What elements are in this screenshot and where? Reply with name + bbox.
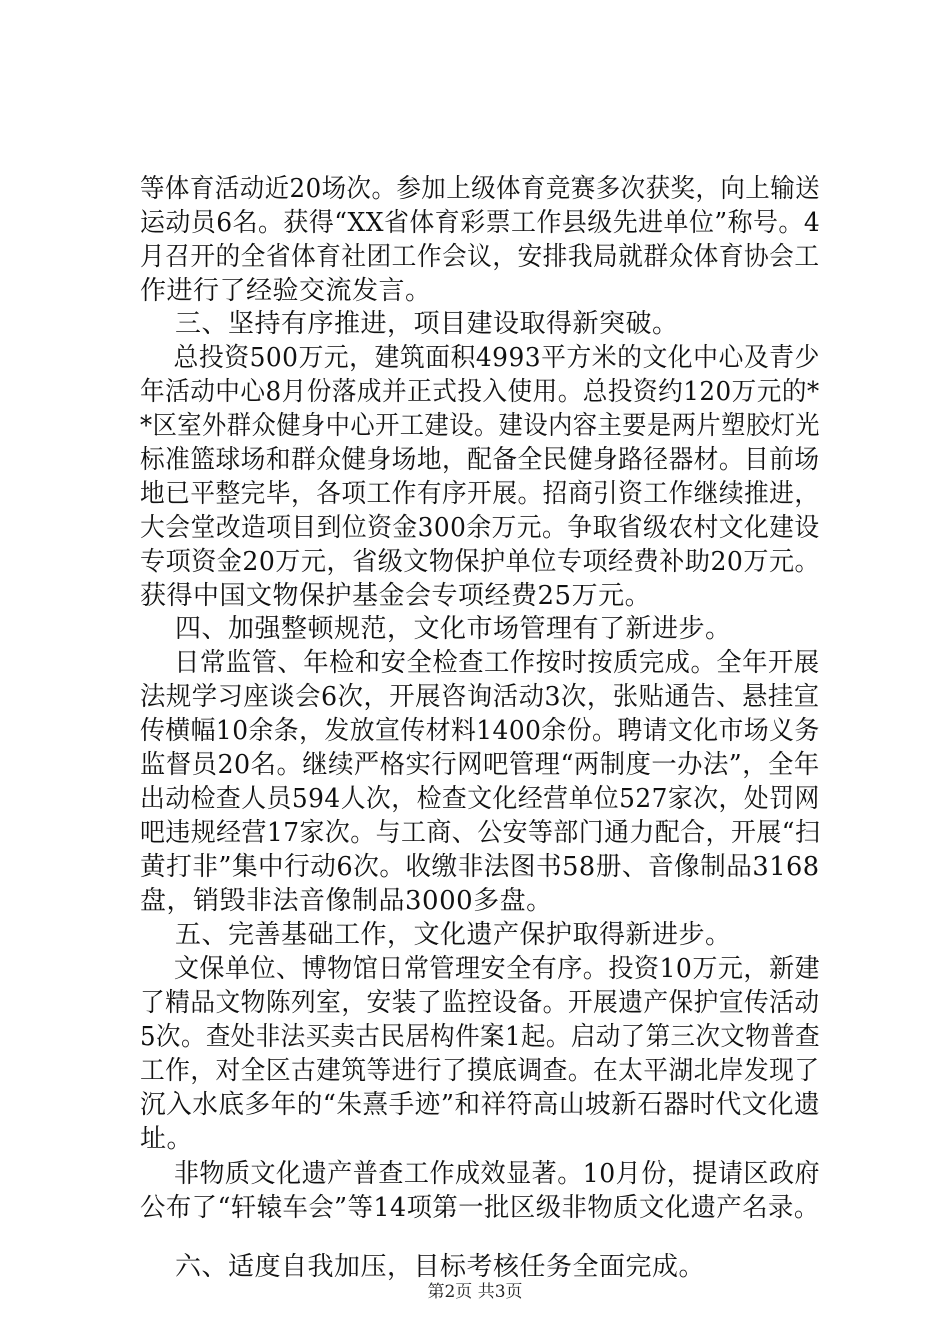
text-line: 月召开的全省体育社团工作会议，安排我局就群众体育协会工 <box>140 242 820 272</box>
text-line: 出动检查人员594人次，检查文化经营单位527家次，处罚网 <box>140 784 820 814</box>
section-heading: 四、加强整顿规范，文化市场管理有了新进步。 <box>140 614 732 644</box>
text-line: 地已平整完毕，各项工作有序开展。招商引资工作继续推进， <box>140 479 820 509</box>
text-line: 获得中国文物保护基金会专项经费25万元。 <box>140 581 652 611</box>
text-line: 作进行了经验交流发言。 <box>140 276 432 306</box>
section-heading: 五、完善基础工作，文化遗产保护取得新进步。 <box>140 920 732 950</box>
section-heading: 三、坚持有序推进，项目建设取得新突破。 <box>140 309 679 339</box>
text-line: 运动员6名。获得“XX省体育彩票工作县级先进单位”称号。4 <box>140 208 821 238</box>
text-line: 专项资金20万元，省级文物保护单位专项经费补助20万元。 <box>140 547 821 577</box>
text-line: 址。 <box>140 1124 194 1154</box>
text-line: 等体育活动近20场次。参加上级体育竞赛多次获奖，向上输送 <box>140 174 821 204</box>
text-line: 黄打非”集中行动6次。收缴非法图书58册、音像制品3168 <box>140 852 820 882</box>
text-line: 法规学习座谈会6次，开展咨询活动3次，张贴通告、悬挂宣 <box>140 682 820 712</box>
text-line: 盘，销毁非法音像制品3000多盘。 <box>140 886 553 916</box>
text-line: 了精品文物陈列室，安装了监控设备。开展遗产保护宣传活动 <box>140 988 820 1018</box>
text-line: 传横幅10余条，发放宣传材料1400余份。聘请文化市场义务 <box>140 716 820 746</box>
section-heading: 六、适度自我加压，目标考核任务全面完成。 <box>140 1252 706 1282</box>
text-line: 标准篮球场和群众健身场地，配备全民健身路径器材。目前场 <box>140 445 820 475</box>
text-line: 沉入水底多年的“朱熹手迹”和祥符高山坡新石器时代文化遗 <box>140 1090 821 1120</box>
text-line: 日常监管、年检和安全检查工作按时按质完成。全年开展 <box>140 648 820 678</box>
text-line: 文保单位、博物馆日常管理安全有序。投资10万元，新建 <box>140 954 821 984</box>
page-number-footer: 第2页 共3页 <box>427 1282 523 1302</box>
text-line: 吧违规经营17家次。与工商、公安等部门通力配合，开展“扫 <box>140 818 821 848</box>
text-line: 年活动中心8月份落成并正式投入使用。总投资约120万元的* <box>140 377 820 407</box>
text-line: *区室外群众健身中心开工建设。建设内容主要是两片塑胶灯光 <box>140 411 821 441</box>
text-line: 监督员20名。继续严格实行网吧管理“两制度一办法”，全年 <box>140 750 820 780</box>
text-line: 5次。查处非法买卖古民居构件案1起。启动了第三次文物普查 <box>140 1022 821 1052</box>
text-line: 总投资500万元，建筑面积4993平方米的文化中心及青少 <box>140 343 820 373</box>
text-line: 非物质文化遗产普查工作成效显著。10月份，提请区政府 <box>140 1159 821 1189</box>
text-line: 公布了“轩辕车会”等14项第一批区级非物质文化遗产名录。 <box>140 1193 820 1223</box>
text-line: 大会堂改造项目到位资金300余万元。争取省级农村文化建设 <box>140 513 820 543</box>
text-line: 工作，对全区古建筑等进行了摸底调查。在太平湖北岸发现了 <box>140 1056 820 1086</box>
